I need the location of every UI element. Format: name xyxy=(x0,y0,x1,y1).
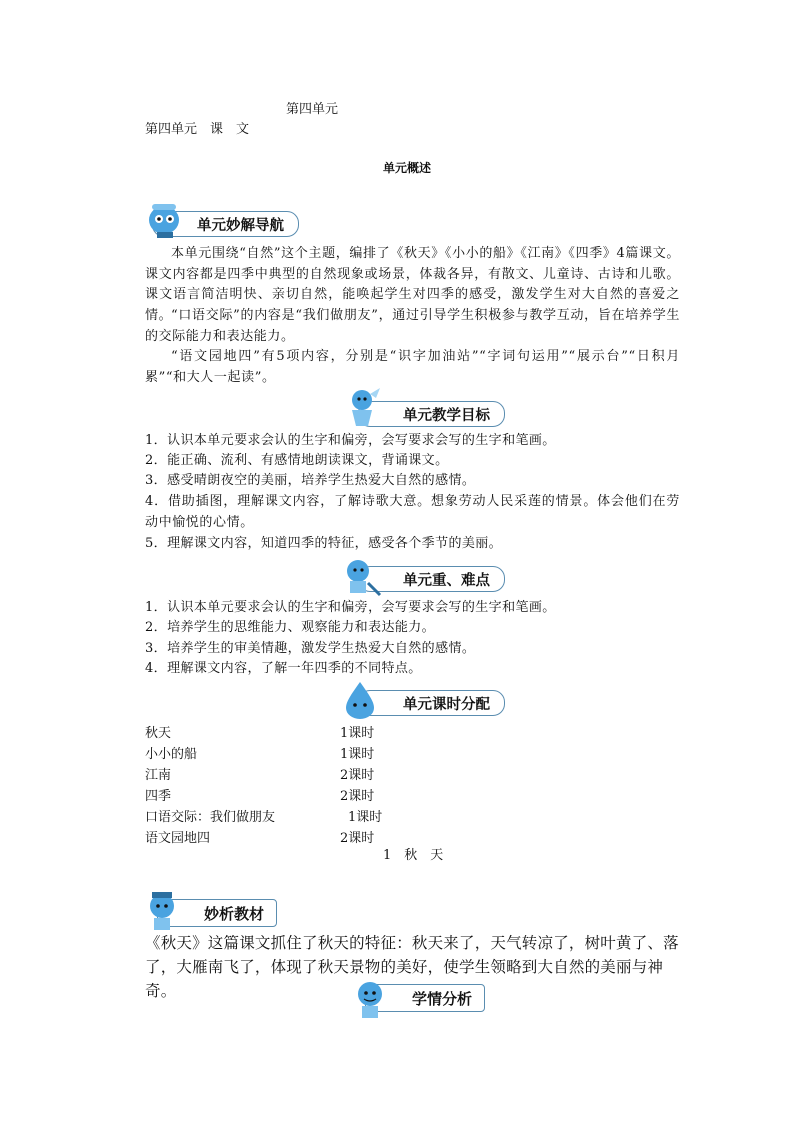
lesson-hours: 1课时 xyxy=(340,747,375,762)
section-label: 单元课时分配 xyxy=(403,696,490,713)
goal-item-2: 2．能正确、流利、有感情地朗读课文，背诵课文。 xyxy=(145,453,449,468)
hours-row xyxy=(145,785,465,805)
lesson-hours: 2课时 xyxy=(340,789,375,804)
lesson-hours: 1课时 xyxy=(348,810,383,825)
goal-item-4: 4．借助插图，理解课文内容，了解诗歌大意。想象劳动人民采莲的情景。体会他们在劳动中愉悦的心情。 xyxy=(145,494,680,530)
key-item-2: 2．培养学生的思维能力、观察能力和表达能力。 xyxy=(145,620,436,635)
robot-mascot-icon xyxy=(144,198,186,240)
goal-item-3: 3．感受晴朗夜空的美丽，培养学生热爱大自然的感情。 xyxy=(145,473,476,488)
lesson-hours: 2课时 xyxy=(340,831,375,846)
hours-row xyxy=(145,743,465,763)
overview-title: 单元概述 xyxy=(383,161,432,175)
lesson-hours: 2课时 xyxy=(340,768,375,783)
fairy-mascot-icon xyxy=(340,384,382,430)
unit-title: 第四单元 xyxy=(286,102,339,117)
goal-item-1: 1．认识本单元要求会认的生字和偏旁，会写要求会写的生字和笔画。 xyxy=(145,433,556,448)
hours-row xyxy=(145,806,465,826)
student-mascot-icon xyxy=(348,976,396,1020)
analysis-paragraph: 《秋天》这篇课文抓住了秋天的特征：秋天来了，天气转凉了，树叶黄了、落了，大雁南飞了，体现了秋天景物的美好，使学生领略到大自然的美丽与神奇。 xyxy=(145,934,679,1000)
nav-paragraph-3: “语文园地四”有5项内容，分别是“识字加油站”“字词句运用”“展示台”“日积月累”“和大人一起读”。 xyxy=(145,349,680,385)
section-label: 单元重、难点 xyxy=(403,572,490,589)
nav-paragraph-1: 本单元围绕“自然”这个主题，编排了《秋天》《小小的船》《江南》《四季》4篇课文。课文内容都是四季中典型的自然现象或场景，体裁各异，有散文、儿童诗、古诗和儿歌。课文语言简洁明快、亲切自然，能唤起学生对四季的感受，激发学生对大自然的喜爱之情。 xyxy=(145,246,680,323)
goal-item-5: 5．理解课文内容，知道四季的特征，感受各个季节的美丽。 xyxy=(145,536,503,551)
section-label: 学情分析 xyxy=(412,989,473,1008)
unit-subtitle: 第四单元 课 文 xyxy=(145,122,250,137)
lesson-hours: 1课时 xyxy=(340,726,375,741)
lesson-title: 1 秋 天 xyxy=(383,848,444,863)
lesson-name: 秋天 xyxy=(145,726,172,741)
lesson-name: 四季 xyxy=(145,789,172,804)
key-item-3: 3．培养学生的审美情趣，激发学生热爱大自然的感情。 xyxy=(145,641,476,656)
lesson-name: 小小的船 xyxy=(145,747,198,762)
lesson-name: 江南 xyxy=(145,768,172,783)
hours-row xyxy=(145,764,465,784)
section-label: 单元教学目标 xyxy=(403,407,490,424)
lesson-name: 口语交际：我们做朋友 xyxy=(145,810,276,825)
key-item-1: 1．认识本单元要求会认的生字和偏旁，会写要求会写的生字和笔画。 xyxy=(145,600,556,615)
key-item-4: 4．理解课文内容，了解一年四季的不同特点。 xyxy=(145,661,422,676)
section-badge-hours xyxy=(358,690,505,716)
pencil-mascot-icon xyxy=(338,553,382,597)
hours-row xyxy=(145,722,465,742)
drop-mascot-icon xyxy=(340,680,380,720)
section-label: 妙析教材 xyxy=(204,904,265,923)
section-label: 单元妙解导航 xyxy=(197,217,284,234)
hours-row xyxy=(145,827,465,847)
lesson-name: 语文园地四 xyxy=(145,831,211,846)
nav-paragraph-2: “口语交际”的内容是“我们做朋友”，通过引导学生积极参与教学互动，旨在培养学生的交际能力和表达能力。 xyxy=(145,308,680,344)
teacher-mascot-icon xyxy=(140,888,188,932)
